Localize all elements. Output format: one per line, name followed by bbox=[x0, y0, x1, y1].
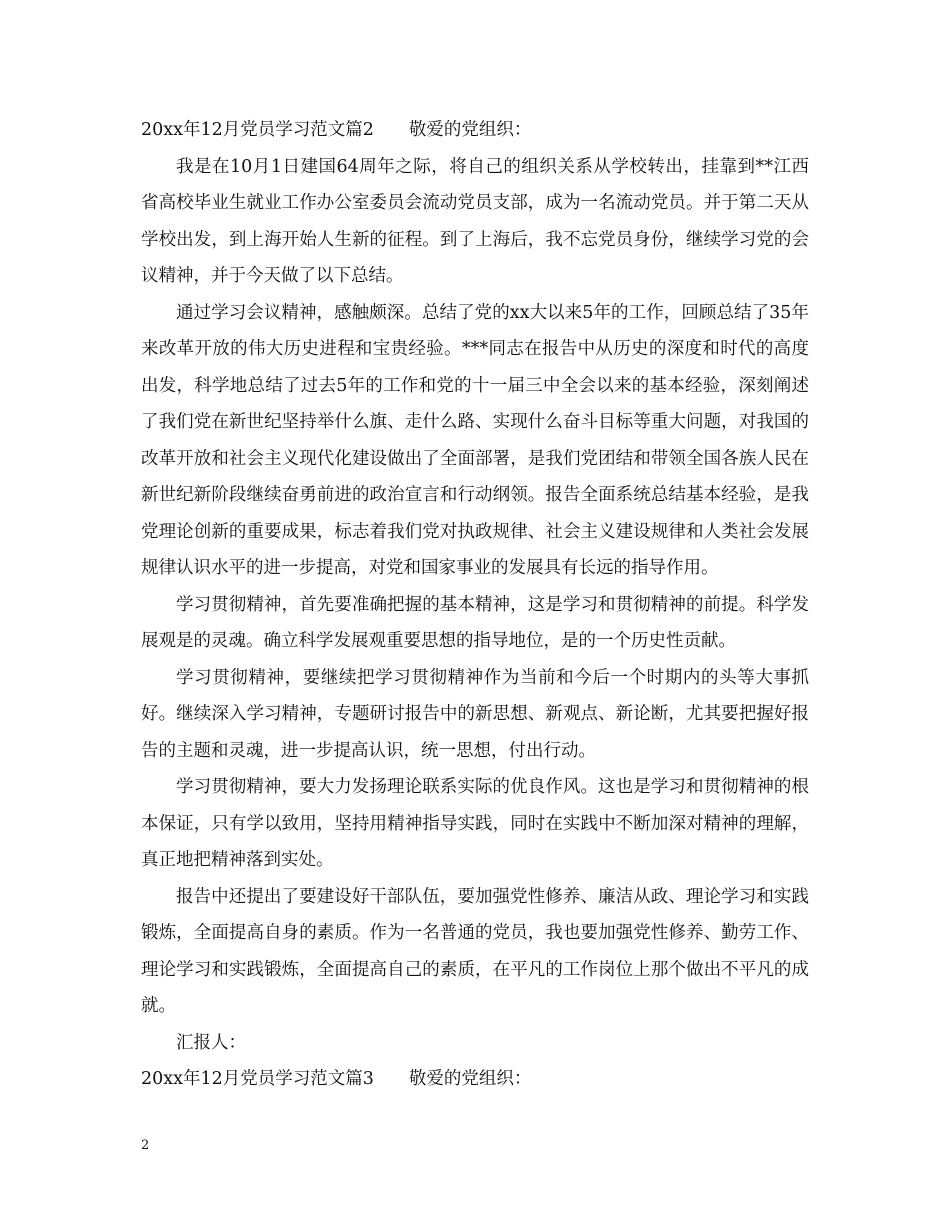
signature-line: 汇报人： bbox=[176, 1032, 246, 1053]
paragraph: 学习贯彻精神，首先要准确把握的基本精神，这是学习和贯彻精神的前提。科学发展观是的灵魂。确立科学发展观重要思想的指导地位，是的一个历史性贡献。 bbox=[141, 594, 809, 651]
paragraph: 学习贯彻精神，要大力发扬理论联系实际的优良作风。这也是学习和贯彻精神的根本保证，只有学以致用，坚持用精神指导实践，同时在实践中不断加深对精神的理解，真正地把精神落到实处。 bbox=[141, 777, 809, 870]
paragraph: 报告中还提出了要建设好干部队伍，要加强党性修养、廉洁从政、理论学习和实践锻炼，全面提高自身的素质。作为一名普通的党员，我也要加强党性修养、勤劳工作、理论学习和实践锻炼，全面提高自己的素质，在平凡的工作岗位上那个做出不平凡的成就。 bbox=[141, 886, 809, 1016]
paragraph: 我是在10月1日建国64周年之际，将自己的组织关系从学校转出，挂靠到**江西省高校毕业生就业工作办公室委员会流动党员支部，成为一名流动党员。并于第二天从学校出发，到上海开始人生新的征程。到了上海后，我不忘党员身份，继续学习党的会议精神，并于今天做了以下总结。 bbox=[141, 156, 809, 286]
section-heading: 20xx年12月党员学习范文篇3 敬爱的党组织： bbox=[141, 1069, 532, 1089]
page-number: 2 bbox=[141, 1138, 150, 1153]
paragraph: 通过学习会议精神，感触颇深。总结了党的xx大以来5年的工作，回顾总结了35年来改革开放的伟大历史进程和宝贵经验。***同志在报告中从历史的深度和时代的高度出发，科学地总结了过去5年的工作和党的十一届三中全会以来的基本经验，深刻阐述了我们党在新世纪坚持举什么旗、走什么路、实现什么奋斗目标等重大问题，对我国的改革开放和社会主义现代化建设做出了全面部署，是我们党团结和带领全国各族人民在新世纪新阶段继续奋勇前进的政治宣言和行动纲领。报告全面系统总结基本经验，是我党理论创新的重要成果，标志着我们党对执政规律、社会主义建设规律和人类社会发展规律认识水平的进一步提高，对党和国家事业的发展具有长远的指导作用。 bbox=[141, 302, 809, 578]
paragraph: 学习贯彻精神，要继续把学习贯彻精神作为当前和今后一个时期内的头等大事抓好。继续深入学习精神，专题研讨报告中的新思想、新观点、新论断，尤其要把握好报告的主题和灵魂，进一步提高认识，统一思想，付出行动。 bbox=[141, 667, 809, 761]
section-heading: 20xx年12月党员学习范文篇2 敬爱的党组织： bbox=[141, 120, 532, 140]
document-body bbox=[141, 112, 809, 1098]
